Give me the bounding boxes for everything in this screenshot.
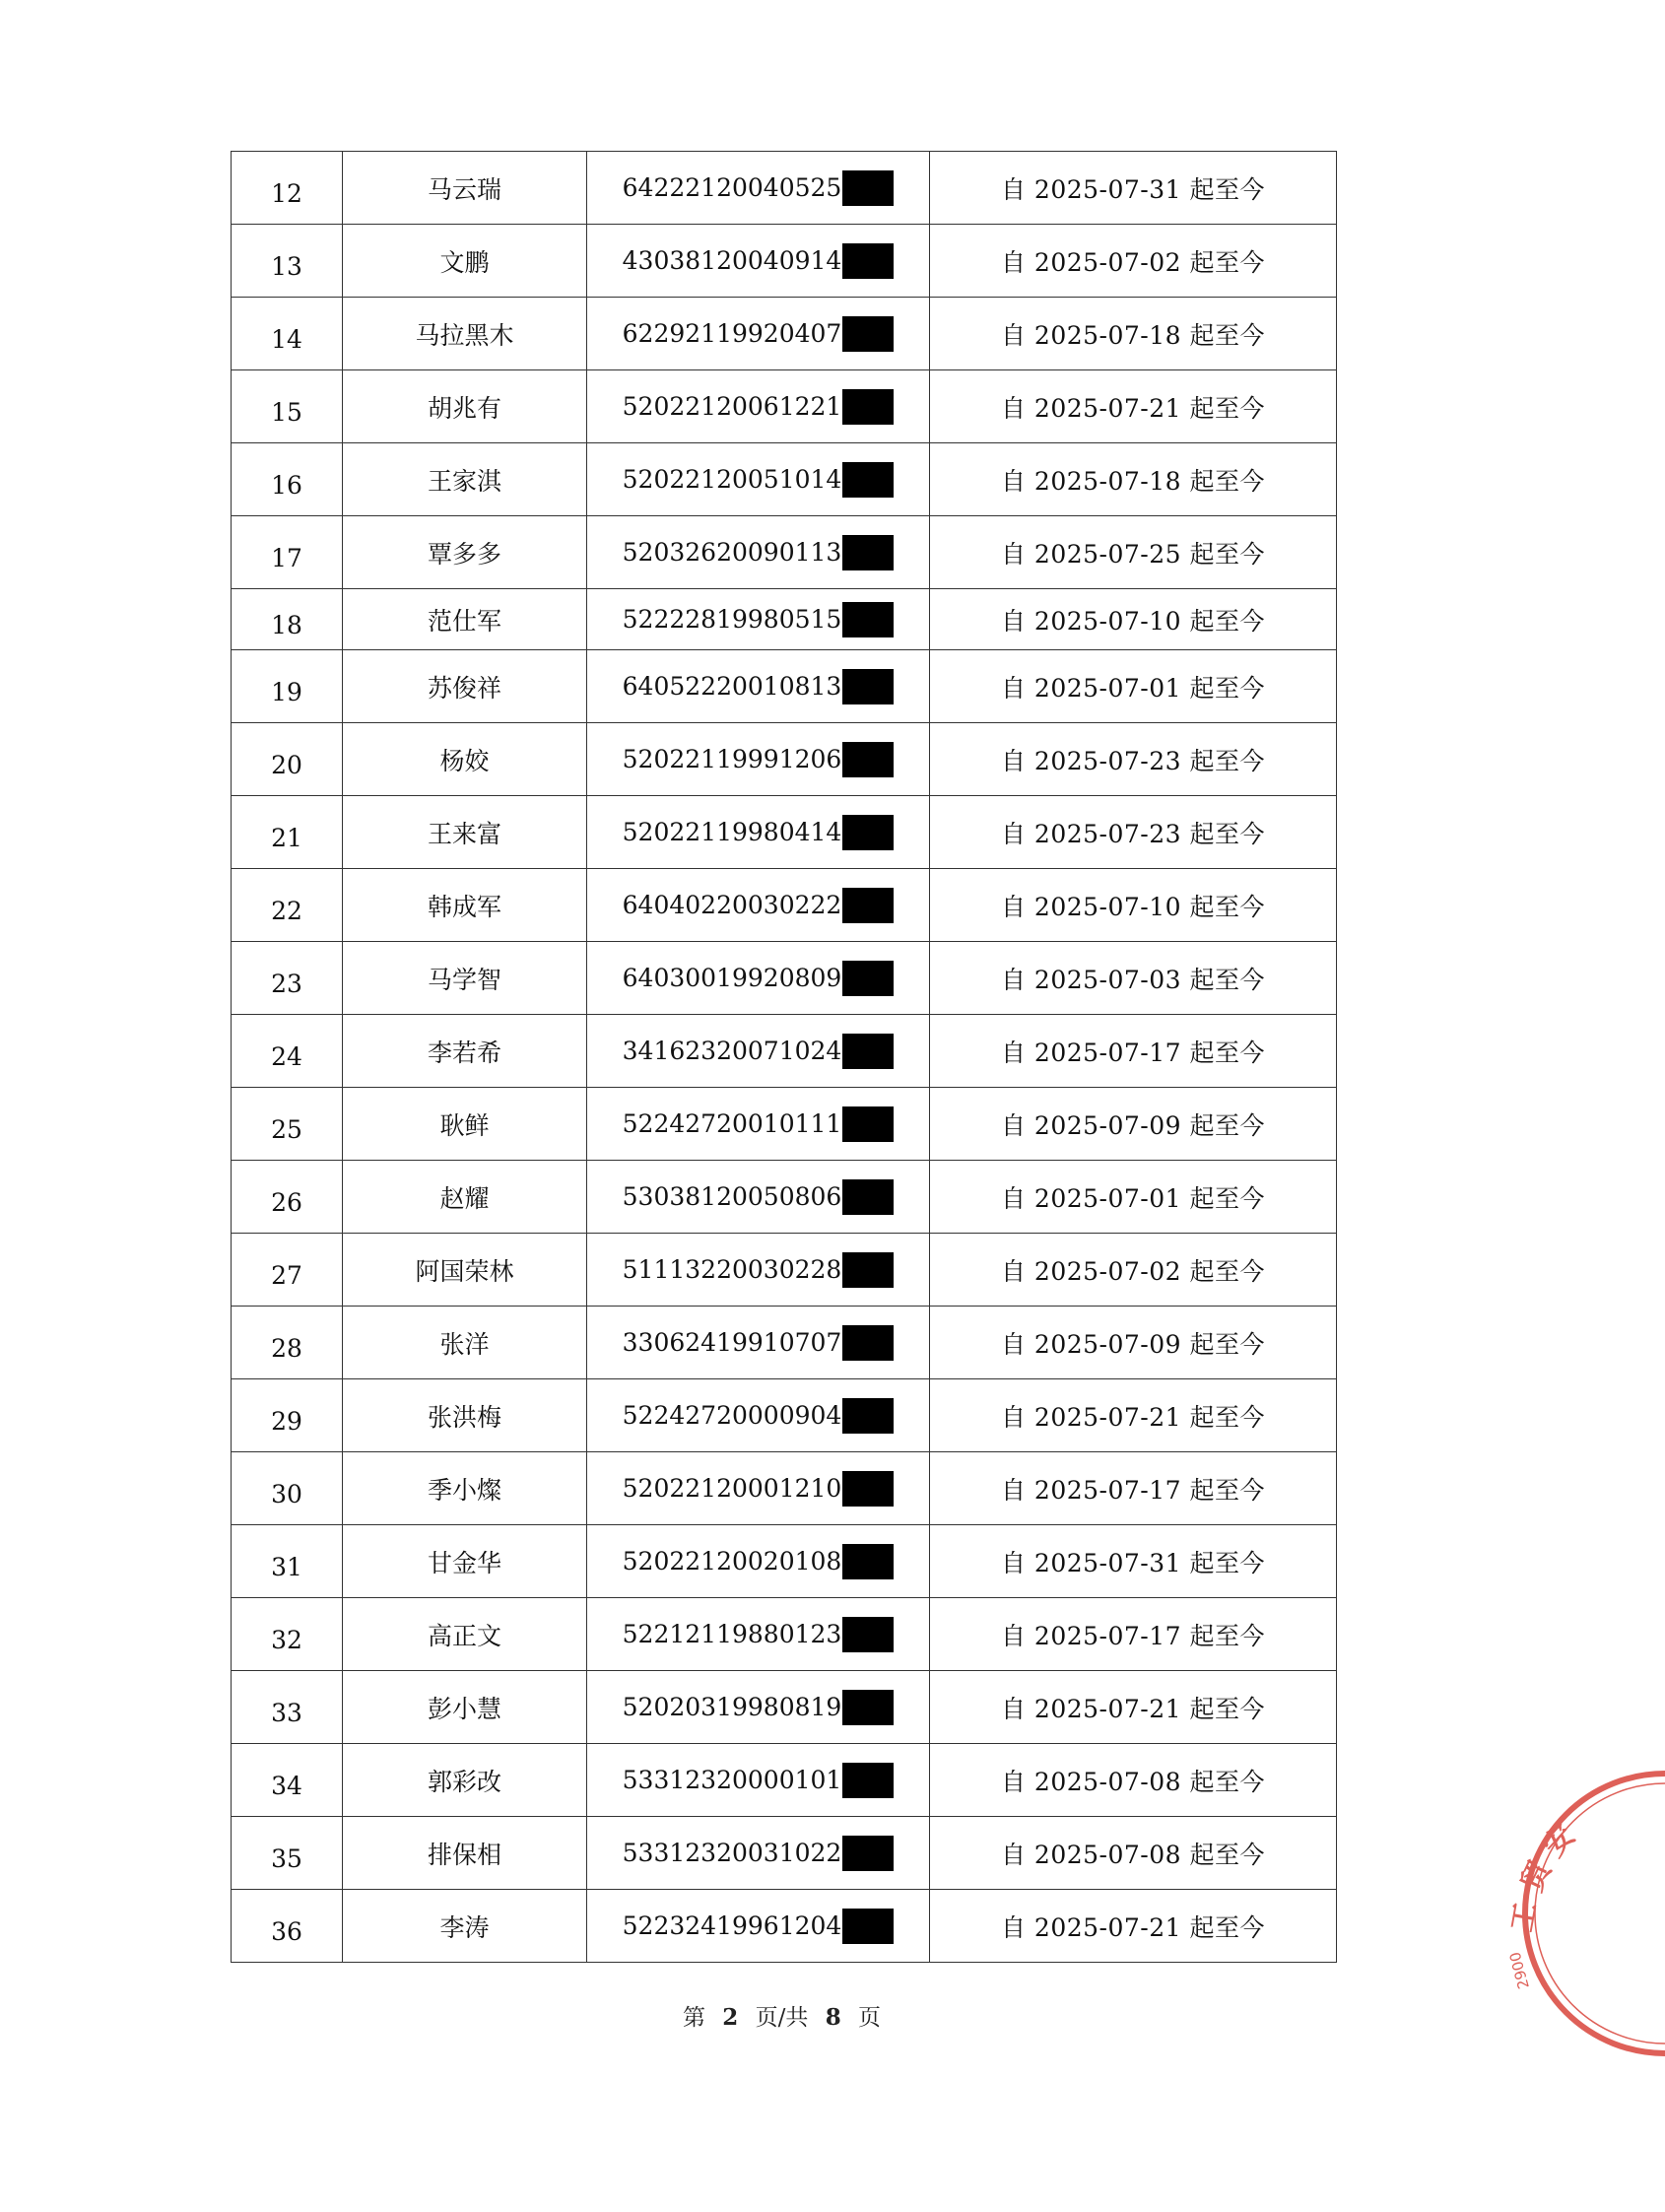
row-index: 24 — [232, 1015, 343, 1088]
id-number-cell — [587, 516, 930, 589]
redaction-block — [842, 316, 894, 352]
employment-period: 自 2025-07-23 起至今 — [930, 723, 1337, 796]
person-name: 范仕军 — [343, 589, 587, 650]
table-row — [232, 869, 1337, 942]
redaction-block — [842, 1763, 894, 1798]
row-index: 14 — [232, 298, 343, 370]
id-number-cell — [587, 942, 930, 1015]
id-number-cell — [587, 1671, 930, 1744]
row-index: 17 — [232, 516, 343, 589]
redaction-block — [842, 243, 894, 279]
seal-text-3: 安 — [1536, 1818, 1583, 1864]
row-index: 22 — [232, 869, 343, 942]
id-number-cell — [587, 1890, 930, 1963]
redaction-block — [842, 1690, 894, 1725]
id-number-cell — [587, 298, 930, 370]
id-number-cell — [587, 650, 930, 723]
employment-period: 自 2025-07-09 起至今 — [930, 1088, 1337, 1161]
id-number-cell — [587, 1379, 930, 1452]
table-row — [232, 1744, 1337, 1817]
redaction-block — [842, 535, 894, 570]
employment-period: 自 2025-07-31 起至今 — [930, 1525, 1337, 1598]
id-number-cell — [587, 1452, 930, 1525]
employment-period: 自 2025-07-03 起至今 — [930, 942, 1337, 1015]
id-number-cell — [587, 1015, 930, 1088]
footer-middle: 页/共 — [755, 2005, 809, 2031]
employment-period: 自 2025-07-10 起至今 — [930, 869, 1337, 942]
id-number-cell — [587, 1161, 930, 1234]
redaction-block — [842, 1179, 894, 1215]
redaction-block — [842, 1398, 894, 1434]
person-name: 马学智 — [343, 942, 587, 1015]
employment-period: 自 2025-07-17 起至今 — [930, 1452, 1337, 1525]
table-row — [232, 1379, 1337, 1452]
row-index: 35 — [232, 1817, 343, 1890]
person-name: 马拉黑木 — [343, 298, 587, 370]
person-name: 韩成军 — [343, 869, 587, 942]
row-index: 25 — [232, 1088, 343, 1161]
redaction-block — [842, 1325, 894, 1361]
person-name: 张洋 — [343, 1307, 587, 1379]
person-name: 覃多多 — [343, 516, 587, 589]
employment-period: 自 2025-07-31 起至今 — [930, 152, 1337, 225]
row-index: 26 — [232, 1161, 343, 1234]
table-row — [232, 650, 1337, 723]
employment-period: 自 2025-07-01 起至今 — [930, 650, 1337, 723]
employment-period: 自 2025-07-17 起至今 — [930, 1598, 1337, 1671]
id-number-visible: 33062419910707 — [622, 1328, 842, 1357]
table-row — [232, 1088, 1337, 1161]
id-number-cell — [587, 723, 930, 796]
id-number-cell — [587, 1525, 930, 1598]
person-name: 杨姣 — [343, 723, 587, 796]
table-row — [232, 589, 1337, 650]
table-row — [232, 1890, 1337, 1963]
employment-period: 自 2025-07-21 起至今 — [930, 1671, 1337, 1744]
employment-period: 自 2025-07-23 起至今 — [930, 796, 1337, 869]
person-name: 李涛 — [343, 1890, 587, 1963]
person-name: 胡兆有 — [343, 370, 587, 443]
table-row — [232, 225, 1337, 298]
person-name: 高正文 — [343, 1598, 587, 1671]
row-index: 29 — [232, 1379, 343, 1452]
table-row — [232, 1452, 1337, 1525]
person-name: 王家淇 — [343, 443, 587, 516]
employment-period: 自 2025-07-21 起至今 — [930, 1379, 1337, 1452]
id-number-cell — [587, 225, 930, 298]
id-number-cell — [587, 1598, 930, 1671]
id-number-cell — [587, 1234, 930, 1307]
row-index: 31 — [232, 1525, 343, 1598]
footer-prefix: 第 — [682, 2005, 705, 2031]
row-index: 16 — [232, 443, 343, 516]
page-footer — [0, 1999, 1564, 2032]
footer-suffix: 页 — [858, 2005, 882, 2031]
row-index: 12 — [232, 152, 343, 225]
employment-period: 自 2025-07-02 起至今 — [930, 1234, 1337, 1307]
row-index: 18 — [232, 589, 343, 650]
row-index: 15 — [232, 370, 343, 443]
personnel-table — [231, 151, 1337, 1963]
id-number-visible: 64030019920809 — [622, 964, 842, 992]
row-index: 33 — [232, 1671, 343, 1744]
person-name: 马云瑞 — [343, 152, 587, 225]
id-number-visible: 64052220010813 — [622, 672, 842, 701]
id-number-visible: 43038120040914 — [622, 246, 842, 275]
id-number-visible: 51113220030228 — [622, 1255, 842, 1284]
id-number-visible: 53312320000101 — [622, 1766, 842, 1794]
seal-number-text: 2900 — [1505, 1950, 1533, 1991]
id-number-visible: 52242720010111 — [622, 1109, 842, 1138]
employment-period: 自 2025-07-10 起至今 — [930, 589, 1337, 650]
id-number-visible: 52222819980515 — [622, 605, 842, 634]
redaction-block — [842, 462, 894, 498]
id-number-visible: 53038120050806 — [622, 1182, 842, 1211]
person-name: 甘金华 — [343, 1525, 587, 1598]
redaction-block — [842, 1909, 894, 1944]
row-index: 27 — [232, 1234, 343, 1307]
row-index: 13 — [232, 225, 343, 298]
person-name: 张洪梅 — [343, 1379, 587, 1452]
table-row — [232, 152, 1337, 225]
id-number-visible: 52032620090113 — [622, 538, 842, 567]
seal-text-2: 贸 — [1514, 1855, 1559, 1898]
id-number-visible: 52022120061221 — [622, 392, 842, 421]
id-number-visible: 64222120040525 — [622, 173, 842, 202]
row-index: 20 — [232, 723, 343, 796]
redaction-block — [842, 1106, 894, 1142]
table-row — [232, 516, 1337, 589]
id-number-cell — [587, 1307, 930, 1379]
id-number-visible: 64040220030222 — [622, 891, 842, 919]
employment-period: 自 2025-07-21 起至今 — [930, 370, 1337, 443]
employment-period: 自 2025-07-21 起至今 — [930, 1890, 1337, 1963]
table-row — [232, 298, 1337, 370]
id-number-visible: 52212119880123 — [622, 1620, 842, 1648]
redaction-block — [842, 602, 894, 637]
person-name: 排保相 — [343, 1817, 587, 1890]
redaction-block — [842, 1471, 894, 1507]
employment-period: 自 2025-07-02 起至今 — [930, 225, 1337, 298]
id-number-visible: 52020319980819 — [622, 1693, 842, 1721]
row-index: 21 — [232, 796, 343, 869]
row-index: 23 — [232, 942, 343, 1015]
person-name: 彭小慧 — [343, 1671, 587, 1744]
person-name: 耿鲜 — [343, 1088, 587, 1161]
employment-period: 自 2025-07-08 起至今 — [930, 1817, 1337, 1890]
person-name: 季小燦 — [343, 1452, 587, 1525]
employment-period: 自 2025-07-25 起至今 — [930, 516, 1337, 589]
redaction-block — [842, 1836, 894, 1871]
id-number-visible: 52022120020108 — [622, 1547, 842, 1575]
table-row — [232, 1015, 1337, 1088]
id-number-visible: 52022120051014 — [622, 465, 842, 494]
person-name: 王来富 — [343, 796, 587, 869]
table-body — [232, 152, 1337, 1963]
redaction-block — [842, 742, 894, 777]
person-name: 赵耀 — [343, 1161, 587, 1234]
table-row — [232, 1598, 1337, 1671]
id-number-visible: 52022119980414 — [622, 818, 842, 846]
person-name: 李若希 — [343, 1015, 587, 1088]
redaction-block — [842, 1252, 894, 1288]
person-name: 文鹏 — [343, 225, 587, 298]
table-row — [232, 1671, 1337, 1744]
person-name: 郭彩改 — [343, 1744, 587, 1817]
redaction-block — [842, 170, 894, 206]
id-number-cell — [587, 370, 930, 443]
redaction-block — [842, 961, 894, 996]
person-name: 阿国荣林 — [343, 1234, 587, 1307]
redaction-block — [842, 1617, 894, 1652]
redaction-block — [842, 669, 894, 704]
id-number-cell — [587, 152, 930, 225]
redaction-block — [842, 389, 894, 425]
official-seal-stamp — [1504, 1756, 1665, 2071]
table-row — [232, 1234, 1337, 1307]
seal-text-1: 工 — [1504, 1899, 1545, 1935]
id-number-visible: 52022119991206 — [622, 745, 842, 773]
id-number-cell — [587, 589, 930, 650]
table-row — [232, 723, 1337, 796]
row-index: 19 — [232, 650, 343, 723]
id-number-visible: 52242720000904 — [622, 1401, 842, 1430]
row-index: 28 — [232, 1307, 343, 1379]
id-number-cell — [587, 796, 930, 869]
employment-period: 自 2025-07-08 起至今 — [930, 1744, 1337, 1817]
row-index: 32 — [232, 1598, 343, 1671]
table-row — [232, 1525, 1337, 1598]
employment-period: 自 2025-07-01 起至今 — [930, 1161, 1337, 1234]
id-number-visible: 52022120001210 — [622, 1474, 842, 1503]
table-row — [232, 443, 1337, 516]
id-number-cell — [587, 1817, 930, 1890]
row-index: 34 — [232, 1744, 343, 1817]
id-number-visible: 53312320031022 — [622, 1839, 842, 1867]
redaction-block — [842, 1034, 894, 1069]
employment-period: 自 2025-07-18 起至今 — [930, 443, 1337, 516]
id-number-cell — [587, 443, 930, 516]
employment-period: 自 2025-07-17 起至今 — [930, 1015, 1337, 1088]
table-row — [232, 1161, 1337, 1234]
redaction-block — [842, 1544, 894, 1579]
total-pages-number: 8 — [825, 2004, 841, 2031]
employment-period: 自 2025-07-18 起至今 — [930, 298, 1337, 370]
id-number-visible: 62292119920407 — [622, 319, 842, 348]
current-page-number: 2 — [722, 2004, 739, 2031]
row-index: 36 — [232, 1890, 343, 1963]
id-number-cell — [587, 1088, 930, 1161]
table-row — [232, 942, 1337, 1015]
id-number-cell — [587, 869, 930, 942]
id-number-visible: 34162320071024 — [622, 1037, 842, 1065]
table-row — [232, 370, 1337, 443]
table-row — [232, 1307, 1337, 1379]
person-name: 苏俊祥 — [343, 650, 587, 723]
id-number-cell — [587, 1744, 930, 1817]
table-row — [232, 796, 1337, 869]
employment-period: 自 2025-07-09 起至今 — [930, 1307, 1337, 1379]
redaction-block — [842, 888, 894, 923]
id-number-visible: 52232419961204 — [622, 1911, 842, 1940]
table-row — [232, 1817, 1337, 1890]
row-index: 30 — [232, 1452, 343, 1525]
redaction-block — [842, 815, 894, 850]
